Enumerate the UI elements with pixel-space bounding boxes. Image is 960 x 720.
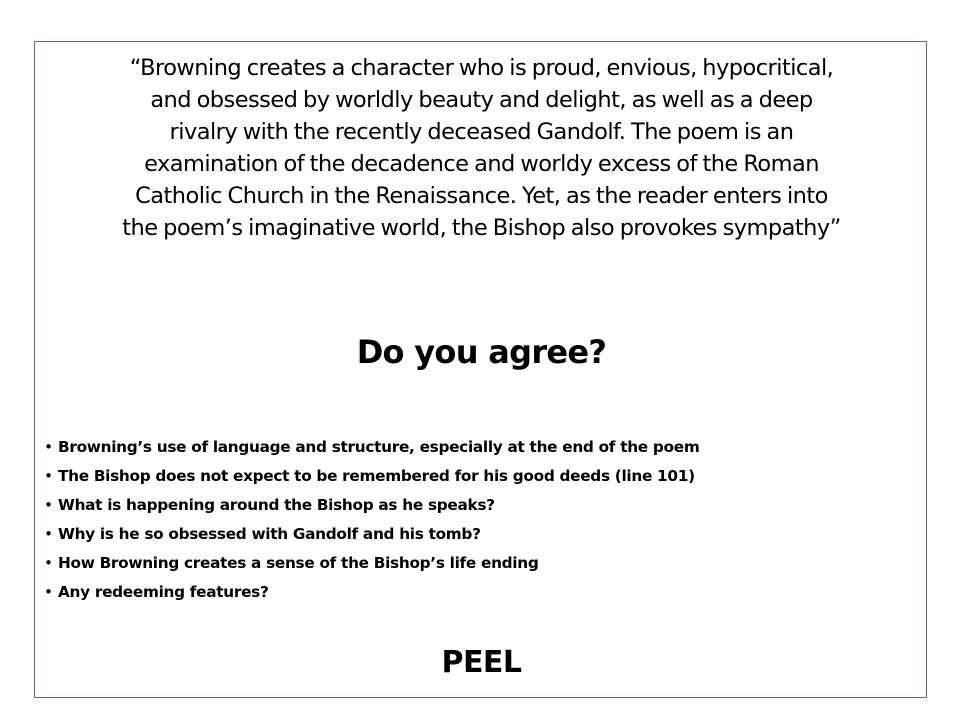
list-item-text: Any redeeming features?	[58, 583, 269, 601]
list-item-text: Browning’s use of language and structure, especially at the end of the poem	[58, 438, 700, 456]
quote-line: “Browning creates a character who is proud, envious, hypocritical,	[129, 55, 834, 81]
headline-question: Do you agree?	[356, 333, 607, 371]
bullet-icon: •	[44, 438, 53, 456]
list-item	[44, 549, 699, 578]
list-item	[44, 433, 699, 462]
quote-line: rivalry with the recently deceased Gandolf. The poem is an	[169, 119, 794, 145]
slide-frame	[34, 41, 927, 698]
quote-line: Catholic Church in the Renaissance. Yet, as the reader enters into	[135, 183, 828, 209]
list-item	[44, 520, 699, 549]
bullet-icon: •	[44, 467, 53, 485]
quote-block	[35, 52, 928, 244]
footer-peel: PEEL	[441, 645, 522, 680]
quote-line: examination of the decadence and worldy excess of the Roman	[144, 151, 819, 177]
bullet-icon: •	[44, 583, 53, 601]
bullet-icon: •	[44, 554, 53, 572]
list-item	[44, 491, 699, 520]
list-item-text: Why is he so obsessed with Gandolf and his tomb?	[58, 525, 481, 543]
quote-line: the poem’s imaginative world, the Bishop also provokes sympathy”	[122, 215, 841, 241]
bullet-icon: •	[44, 496, 53, 514]
list-item	[44, 462, 699, 491]
list-item-text: The Bishop does not expect to be remembered for his good deeds (line 101)	[58, 467, 695, 485]
bullet-list	[44, 433, 699, 607]
list-item-text: How Browning creates a sense of the Bishop’s life ending	[58, 554, 539, 572]
bullet-icon: •	[44, 525, 53, 543]
list-item-text: What is happening around the Bishop as he speaks?	[58, 496, 495, 514]
list-item	[44, 578, 699, 607]
quote-line: and obsessed by worldly beauty and delight, as well as a deep	[150, 87, 813, 113]
